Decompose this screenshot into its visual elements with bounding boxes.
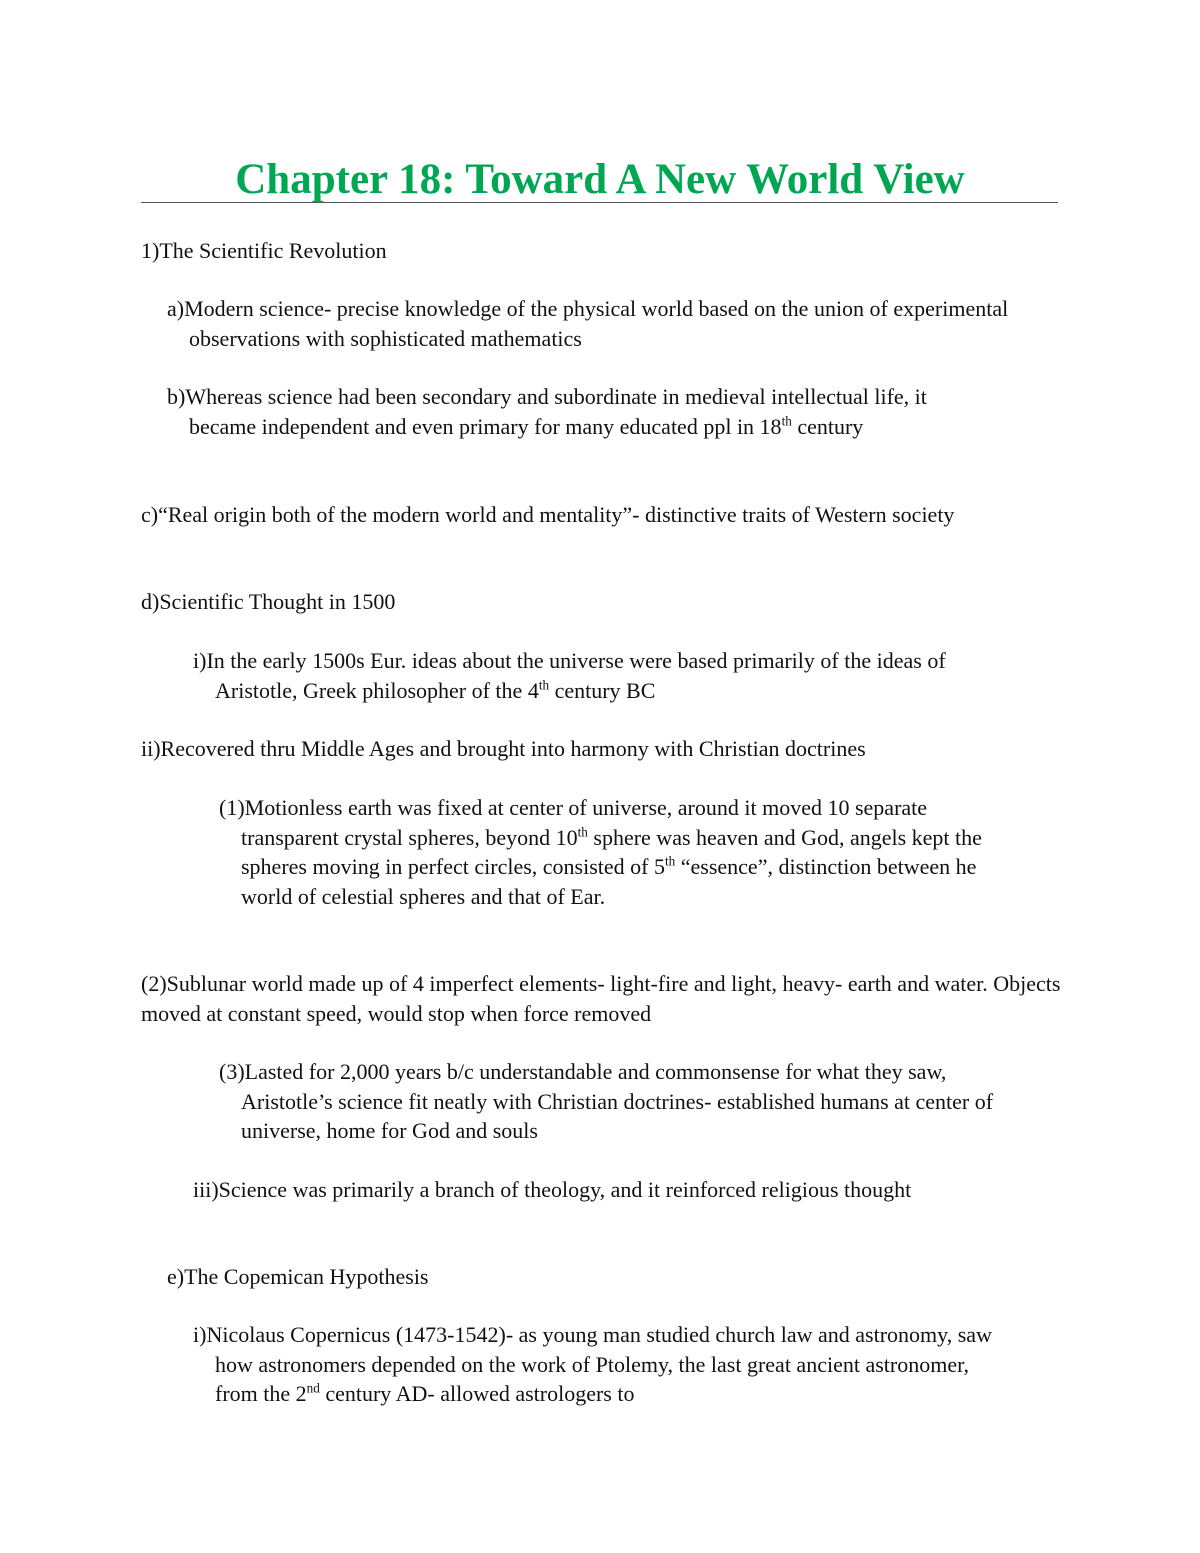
- outline-item-1b: b)Whereas science had been secondary and subordinate in medieval intellectual life, it became independent and even primary for many educated ppl in 18th century: [167, 384, 927, 439]
- outline-item-1d-i: i)In the early 1500s Eur. ideas about the universe were based primarily of the ideas of Aristotle, Greek philosopher of the 4th century BC: [193, 648, 946, 703]
- outline-item-1d-ii-1: (1)Motionless earth was fixed at center of universe, around it moved 10 separate transparent crystal spheres, beyond 10th sphere was heaven and God, angels kept the spheres moving in perfect circles, consisted of 5th “essence”, distinction between he world of celestial spheres and that of Ear.: [219, 795, 982, 909]
- outline-item-1e: e)The Copemican Hypothesis: [167, 1264, 429, 1289]
- outline-item-1e-i: i)Nicolaus Copernicus (1473-1542)- as young man studied church law and astronomy, saw how astronomers depended on the work of Ptolemy, the last great ancient astronomer, from the 2nd century AD- allowed astrologers to: [193, 1322, 992, 1407]
- outline-item-1d: d)Scientific Thought in 1500: [141, 589, 396, 614]
- title-underline: [141, 202, 1058, 203]
- outline-item-1d-ii: ii)Recovered thru Middle Ages and brought into harmony with Christian doctrines: [141, 736, 866, 761]
- outline-item-1: 1)The Scientific Revolution: [141, 238, 387, 263]
- outline-item-1a: a)Modern science- precise knowledge of the physical world based on the union of experimental observations with sophisticated mathematics: [167, 296, 1009, 351]
- outline-item-1c: c)“Real origin both of the modern world and mentality”- distinctive traits of Western society: [141, 502, 955, 527]
- outline-item-1d-iii: iii)Science was primarily a branch of theology, and it reinforced religious thought: [193, 1177, 912, 1202]
- page-title: Chapter 18: Toward A New World View: [235, 156, 965, 203]
- outline-item-1d-ii-2: (2)Sublunar world made up of 4 imperfect elements- light-fire and light, heavy- earth and water. Objects moved at constant speed, would stop when force removed: [141, 971, 1061, 1026]
- outline-item-1d-ii-3: (3)Lasted for 2,000 years b/c understandable and commonsense for what they saw, Aristotle’s science fit neatly with Christian doctrines- established humans at center of universe, home for God and souls: [219, 1059, 994, 1144]
